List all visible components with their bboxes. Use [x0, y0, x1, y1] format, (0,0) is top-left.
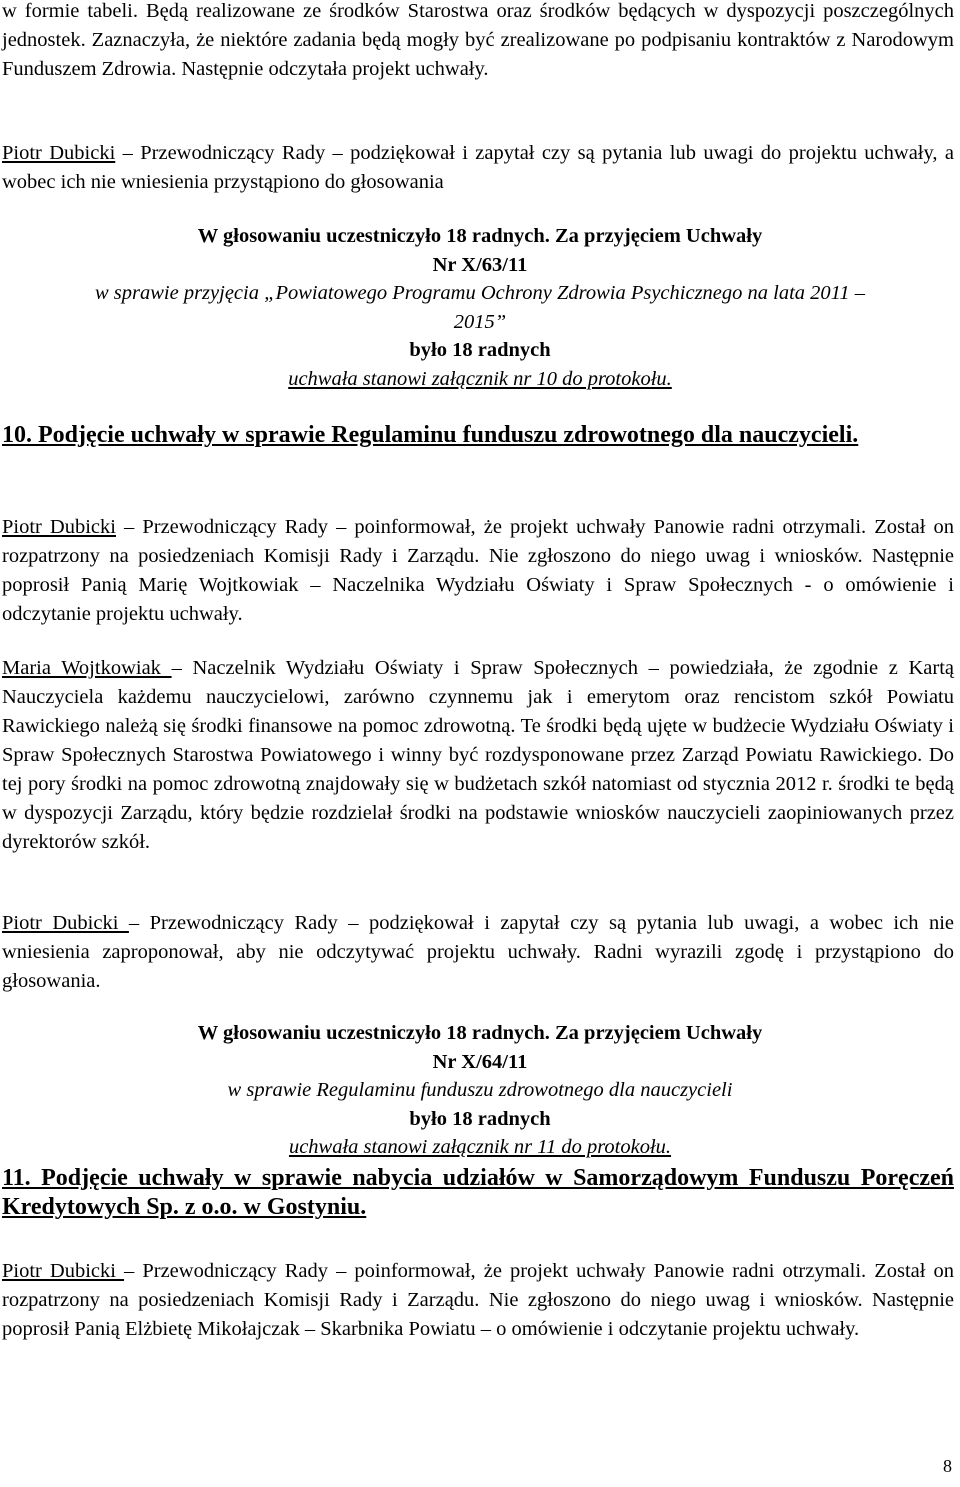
page-number: 8 — [943, 1456, 952, 1476]
resolution-subject: w sprawie przyjęcia „Powiatowego Programu Ochrony Zdrowia Psychicznego na lata 2011 – — [94, 282, 866, 304]
vote-result-block-2 — [0, 1019, 960, 1162]
agenda-heading-11 — [2, 1164, 954, 1222]
paragraph-text: – Przewodniczący Rady – poinformował, że projekt uchwały Panowie radni otrzymali. Został on rozpatrzony na posiedzeniach Komisji Rady i Zarządu. Nie zgłoszono do niego uwag i wniosków. Następnie poprosił Panią Marię Wojtkowiak – Naczelnika Wydziału Oświaty i Spraw Społecznych - o omówienie i odczytanie projektu uchwały. — [2, 516, 954, 625]
resolution-subject-cont: 2015” — [453, 310, 507, 333]
paragraph-intro — [2, 0, 954, 84]
heading-text: 10. Podjęcie uchwały w sprawie Regulaminu funduszu zdrowotnego dla nauczycieli. — [2, 422, 859, 448]
vote-summary: W głosowaniu uczestniczyło 18 radnych. Za przyjęciem Uchwały — [197, 225, 763, 247]
speaker-name: Piotr Dubicki — [2, 516, 116, 538]
paragraph-text: – Przewodniczący Rady – podziękował i zapytał czy są pytania lub uwagi do projektu uchwały, a wobec ich nie wniesienia przystąpiono do głosowania — [2, 142, 954, 193]
paragraph-text: – Naczelnik Wydziału Oświaty i Spraw Społecznych – powiedziała, że zgodnie z Kartą Nauczyciela każdemu nauczycielowi, zarówno czynnemu jak i emerytom oraz rencistom szkół Powiatu Rawickiego należą się środki finansowe na pomoc zdrowotną. Te środki będą ujęte w budżecie Wydziału Oświaty i Spraw Społecznych Starostwa Powiatowego i winny być rozdysponowane przez Zarząd Powiatu Rawickiego. Do tej pory środki na pomoc zdrowotną znajdowały się w budżetach szkół natomiast od stycznia 2012 r. środki te będą w dyspozycji Zarządu, który będzie rozdzielał środki na podstawie wniosków nauczycieli zaopiniowanych przez dyrektorów szkół. — [2, 657, 955, 853]
paragraph-text: – Przewodniczący Rady – podziękował i zapytał czy są pytania lub uwagi, a wobec ich nie wniesienia zaproponował, aby nie odczytywać projektu uchwały. Radni wyrazili zgodę i przystąpiono do głosowania. — [2, 912, 954, 992]
vote-count: było 18 radnych — [409, 339, 551, 361]
resolution-subject: w sprawie Regulaminu funduszu zdrowotnego dla nauczycieli — [227, 1079, 733, 1101]
attachment-note: uchwała stanowi załącznik nr 10 do protokołu. — [288, 367, 672, 390]
paragraph-text: w formie tabeli. Będą realizowane ze środków Starostwa oraz środków będących w dyspozycji poszczególnych jednostek. Zaznaczyła, że niektóre zadania będą mogły być zrealizowane po podpisaniu kontraktów z Narodowym Funduszem Zdrowia. Następnie odczytała projekt uchwały. — [2, 0, 954, 80]
heading-text: 11. Podjęcie uchwały w sprawie nabycia udziałów w Samorządowym Funduszu Poręczeń Kredytowych Sp. z o.o. w Gostyniu. — [2, 1165, 954, 1220]
speaker-name: Piotr Dubicki — [2, 142, 116, 164]
paragraph-chairman-info-2 — [2, 1257, 954, 1344]
speaker-name: Piotr Dubicki — [2, 912, 129, 934]
paragraph-text: – Przewodniczący Rady – poinformował, że projekt uchwały Panowie radni otrzymali. Został on rozpatrzony na posiedzeniach Komisji Rady i Zarządu. Nie zgłoszono do niego uwag i wniosków. Następnie poprosił Panią Elżbietę Mikołajczak – Skarbnika Powiatu – o omówienie i odczytanie projektu uchwały. — [2, 1260, 954, 1340]
vote-summary: W głosowaniu uczestniczyło 18 radnych. Za przyjęciem Uchwały — [197, 1022, 763, 1044]
vote-result-block-1 — [0, 222, 960, 393]
attachment-note: uchwała stanowi załącznik nr 11 do protokołu. — [288, 1136, 672, 1158]
paragraph-chairman-thanks — [2, 909, 954, 996]
resolution-number: Nr X/63/11 — [432, 253, 528, 276]
speaker-name: Maria Wojtkowiak — [2, 657, 172, 679]
agenda-heading-10 — [2, 421, 954, 450]
paragraph-wojtkowiak — [2, 654, 954, 857]
vote-count: było 18 radnych — [409, 1107, 551, 1130]
resolution-number: Nr X/64/11 — [432, 1050, 528, 1073]
speaker-name: Piotr Dubicki — [2, 1260, 125, 1282]
paragraph-chairman-info — [2, 513, 954, 629]
paragraph-chairman-question — [2, 139, 954, 197]
